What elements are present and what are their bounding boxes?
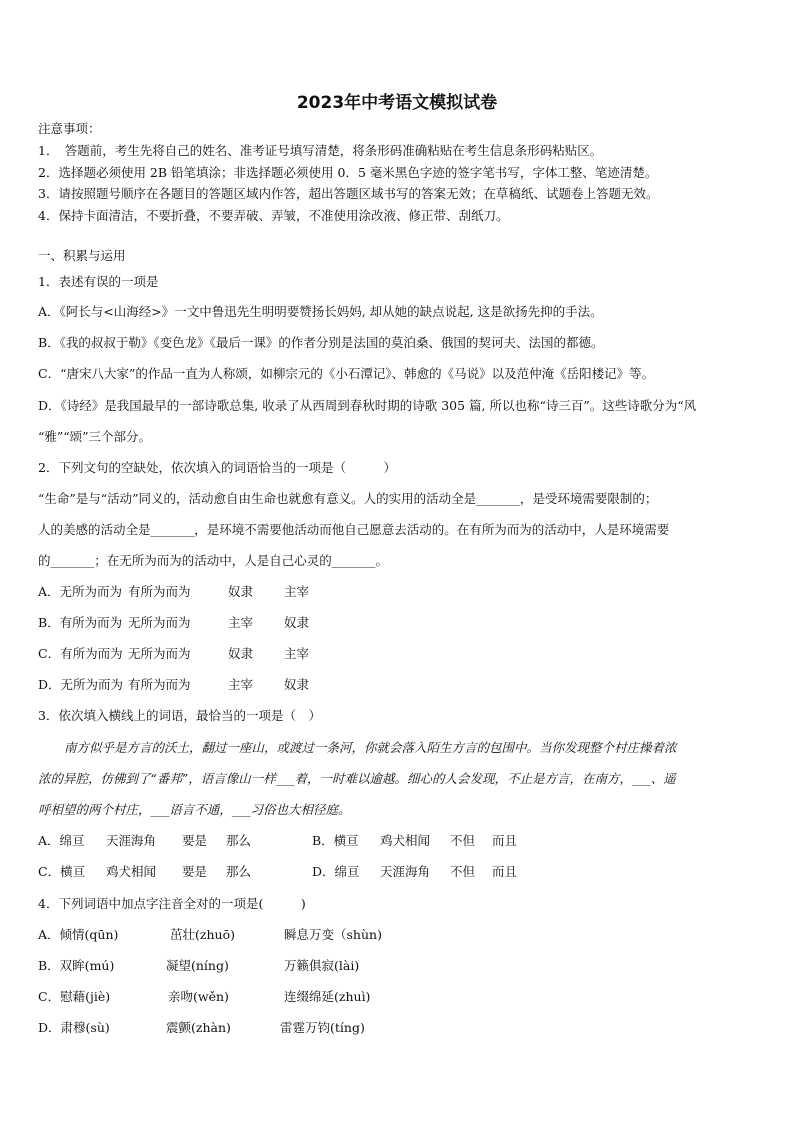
option-text: 瞬息万变（shùn) [284, 927, 382, 942]
option-text: 无所为而为 [128, 646, 191, 661]
q4-option-d [38, 1020, 365, 1036]
option-text: 不但 [450, 833, 476, 848]
q2-option-b [38, 615, 309, 631]
q1-option-b: B．《我的叔叔于勒》《变色龙》《最后一课》的作者分别是法国的莫泊桑、俄国的契诃夫、法国的都德。 [38, 335, 604, 350]
option-text: A．无所为而为 [38, 584, 123, 599]
q1-option-a: A．《阿长与<山海经>》一文中鲁迅先生明明要赞扬长妈妈, 却从她的缺点说起, 这是欲扬先抑的手法。 [38, 304, 603, 319]
option-text: 万籁俱寂(lài) [284, 958, 360, 973]
option-text: C．横亘 [38, 864, 86, 879]
q1-option-d-cont: “雅”“颂”三个部分。 [38, 429, 152, 444]
q3-options-row [38, 864, 517, 880]
option-text: 连缀绵延(zhuì) [284, 989, 371, 1004]
q3-option-b [312, 833, 517, 849]
option-text: 不但 [450, 864, 476, 879]
option-text: 有所为而为 [128, 584, 191, 599]
option-text: 鸡犬相闻 [380, 833, 431, 848]
q2-passage: “生命”是与“活动”同义的，活动愈自由生命也就愈有意义。人的实用的活动全是_______，是受环境需要限制的； [38, 491, 658, 506]
section-heading: 一、积累与运用 [38, 248, 126, 263]
option-text: D．肃穆(sù) [38, 1020, 110, 1035]
option-text: 鸡犬相闻 [106, 864, 157, 879]
option-text: A．绵亘 [38, 833, 85, 848]
notice-item: 1． 答题前，考生先将自己的姓名、准考证号填写清楚，将条形码准确粘贴在考生信息条形码粘贴区。 [38, 143, 603, 158]
q1-option-d: D．《诗经》是我国最早的一部诗歌总集, 收录了从西周到春秋时期的诗歌 305 篇, 所以也称“诗三百”。这些诗歌分为“风 [38, 398, 697, 413]
option-text: C．慰藉(jiè) [38, 989, 111, 1004]
option-text: B．横亘 [312, 833, 359, 848]
option-text: 亲吻(wěn) [168, 989, 229, 1004]
q3-passage: 浓的异腔，仿佛到了“番邦”，语言像山一样___着，一时难以逾越。细心的人会发现，不止是方言，在南方，___、遥 [38, 771, 676, 786]
option-text: 奴隶 [228, 584, 254, 599]
q3-option-a [38, 833, 312, 849]
option-text: 天涯海角 [106, 833, 157, 848]
q2-passage: 人的美感的活动全是_______，是环境不需要他活动而他自己愿意去活动的。在有所为而为的活动中，人是环境需要 [38, 522, 670, 537]
option-text: B．有所为而为 [38, 615, 123, 630]
option-text: 凝望(níng) [166, 958, 229, 973]
option-text: 主宰 [284, 584, 310, 599]
option-text: 有所为而为 [128, 677, 191, 692]
q2-option-c [38, 646, 309, 662]
option-text: C．有所为而为 [38, 646, 123, 661]
q3-options-row [38, 833, 517, 849]
option-text: 要是 [182, 864, 208, 879]
q2-option-a [38, 584, 309, 600]
option-text: 而且 [492, 833, 518, 848]
q2-passage: 的_______；在无所为而为的活动中，人是自己心灵的_______。 [38, 553, 389, 568]
q4-option-c [38, 989, 370, 1005]
q3-passage: 呼相望的两个村庄，___语言不通，___习俗也大相径庭。 [38, 802, 351, 817]
notice-item: 3．请按照题号顺序在各题目的答题区域内作答，超出答题区域书写的答案无效；在草稿纸、试题卷上答题无效。 [38, 186, 659, 201]
option-text: 奴隶 [228, 646, 254, 661]
option-text: 震颤(zhàn) [166, 1020, 231, 1035]
option-text: 主宰 [284, 646, 310, 661]
q4-stem: 4．下列词语中加点字注音全对的一项是( ) [38, 896, 306, 911]
q2-stem: 2．下列文句的空缺处，依次填入的词语恰当的一项是（ ） [38, 460, 396, 475]
option-text: 那么 [226, 833, 252, 848]
q3-option-c [38, 864, 312, 880]
option-text: 主宰 [228, 615, 254, 630]
option-text: 要是 [182, 833, 208, 848]
notice-item: 4．保持卡面清洁，不要折叠，不要弄破、弄皱，不准使用涂改液、修正带、刮纸刀。 [38, 208, 509, 223]
option-text: 奴隶 [284, 677, 310, 692]
q1-stem: 1．表述有误的一项是 [38, 274, 159, 289]
notice-item: 2．选择题必须使用 2B 铅笔填涂；非选择题必须使用 0．5 毫米黑色字迹的签字笔书写，字体工整、笔迹清楚。 [38, 165, 658, 180]
option-text: 而且 [492, 864, 518, 879]
notice-heading: 注意事项： [38, 121, 101, 136]
q4-option-a [38, 927, 382, 943]
q3-option-d [312, 864, 517, 880]
q4-option-b [38, 958, 359, 974]
q2-option-d [38, 677, 309, 693]
page-title: 2023年中考语文模拟试卷 [296, 93, 498, 113]
option-text: 天涯海角 [380, 864, 431, 879]
option-text: 奴隶 [284, 615, 310, 630]
option-text: 主宰 [228, 677, 254, 692]
option-text: 茁壮(zhuō) [170, 927, 235, 942]
option-text: A．倾情(qūn) [38, 927, 119, 942]
option-text: 那么 [226, 864, 252, 879]
option-text: D．无所为而为 [38, 677, 124, 692]
q3-stem: 3．依次填入横线上的词语，最恰当的一项是（ ） [38, 708, 321, 723]
option-text: 雷霆万钧(tíng) [280, 1020, 365, 1035]
option-text: 无所为而为 [128, 615, 191, 630]
q3-passage: 南方似乎是方言的沃土，翻过一座山，或渡过一条河，你就会落入陌生方言的包围中。当你发现整个村庄操着浓 [64, 740, 677, 755]
q1-option-c: C．“唐宋八大家”的作品一直为人称颂，如柳宗元的《小石潭记》、韩愈的《马说》以及范仲淹《岳阳楼记》等。 [38, 366, 655, 381]
option-text: D．绵亘 [312, 864, 360, 879]
option-text: B．双眸(mú) [38, 958, 115, 973]
